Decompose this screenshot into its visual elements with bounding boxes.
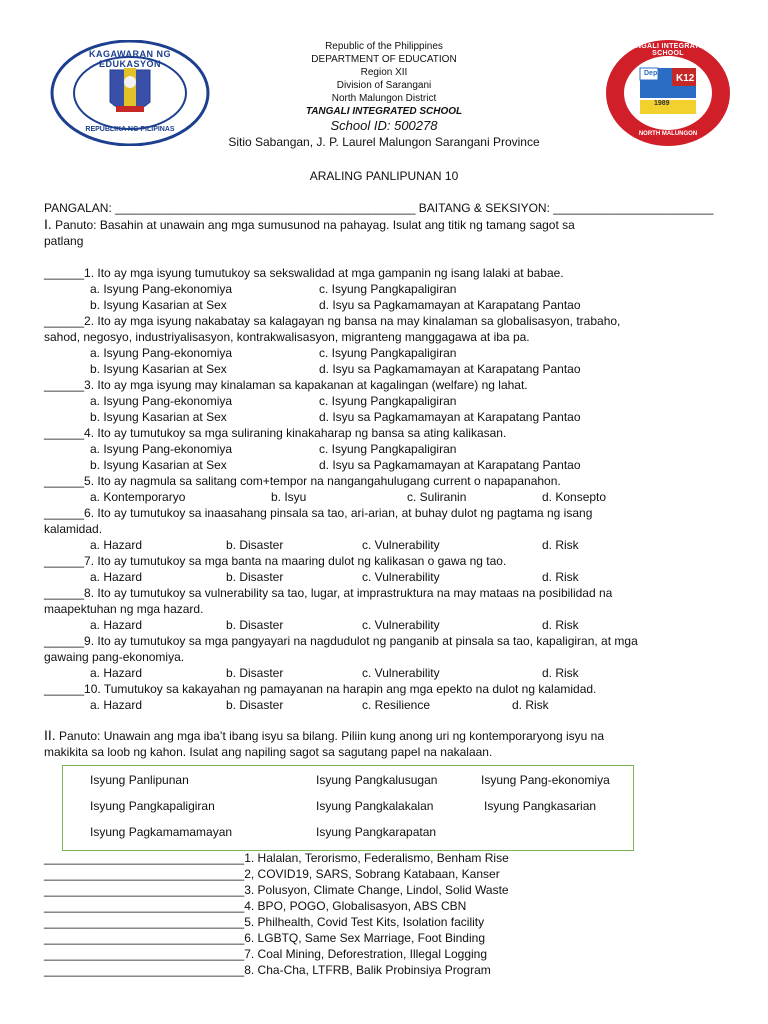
answer-item: ______________________________7. Coal Mining, Deforestration, Illegal Logging: [44, 947, 488, 961]
question-10-options: [44, 697, 734, 713]
option-b: b. Isyu: [271, 490, 307, 504]
option-b: b. Isyung Kasarian at Sex: [90, 298, 227, 312]
option-b: b. Isyung Kasarian at Sex: [90, 458, 227, 472]
choice-item: Isyung Pang-ekonomiya: [481, 773, 610, 787]
option-d: d. Isyu sa Pagkamamayan at Karapatang Pantao: [319, 362, 581, 376]
question-3: ______3. Ito ay mga isyung may kinalaman sa kapakanan at kagalingan (welfare) ng lahat.: [44, 378, 528, 392]
option-c: c. Vulnerability: [362, 666, 440, 680]
answer-item: ______________________________8. Cha-Cha, LTFRB, Balik Probinsiya Program: [44, 963, 491, 977]
part-two-instructions-cont: makikita sa loob ng kahon. Isulat ang napiling sagot sa sagutang papel na nakalaan.: [44, 745, 493, 759]
deped-seal-top-text: KAGAWARAN NG EDUKASYON: [89, 49, 171, 69]
option-b: b. Isyung Kasarian at Sex: [90, 362, 227, 376]
question-1-options-2: [44, 297, 734, 313]
answer-item: ______________________________6. LGBTQ, Same Sex Marriage, Foot Binding: [44, 931, 485, 945]
choice-item: Isyung Pangkapaligiran: [90, 799, 215, 813]
option-a: a. Isyung Pang-ekonomiya: [90, 442, 233, 456]
option-c: c. Vulnerability: [362, 618, 440, 632]
question-1: ______1. Ito ay mga isyung tumutukoy sa sekswalidad at mga gampanin ng isang lalaki at babae.: [44, 266, 564, 280]
question-6: ______6. Ito ay tumutukoy sa inaasahang pinsala sa tao, ari-arian, at buhay dulot ng pagtama ng isang: [44, 506, 593, 520]
option-d: d. Risk: [512, 698, 549, 712]
option-d: d. Isyu sa Pagkamamayan at Karapatang Pantao: [319, 298, 581, 312]
option-a: a. Hazard: [90, 666, 143, 680]
option-a: a. Kontemporaryo: [90, 490, 186, 504]
instructions: Panuto: Basahin at unawain ang mga sumusunod na pahayag. Isulat ang titik ng tamang sagot sa: [51, 218, 575, 232]
deped-mini-label: DepED: [644, 70, 667, 77]
question-2-cont: sahod, negosyo, industriyalisasyon, kontrakwalisasyon, migranteng manggagawa at iba pa.: [44, 330, 530, 344]
question-8-options: [44, 617, 734, 633]
option-b: b. Disaster: [226, 698, 284, 712]
header-line: Region XII: [360, 67, 408, 78]
question-3-options: [44, 393, 734, 409]
part-one-section: [44, 200, 734, 760]
option-d: d. Konsepto: [542, 490, 607, 504]
question-8: ______8. Ito ay tumutukoy sa vulnerability sa tao, lugar, at imprastruktura na may mataas na posibilidad na: [44, 586, 613, 600]
option-b: b. Isyung Kasarian at Sex: [90, 410, 227, 424]
part-number: I.: [44, 216, 52, 232]
question-9-cont: gawaing pang-ekonomiya.: [44, 650, 185, 664]
option-b: b. Disaster: [226, 666, 284, 680]
header-line: DEPARTMENT OF EDUCATION: [311, 54, 457, 65]
question-6-cont: kalamidad.: [44, 522, 103, 536]
name-section-line: PANGALAN: _____________________________________________ BAITANG & SEKSIYON: ________________________: [44, 201, 714, 215]
school-id: School ID: 500278: [330, 118, 438, 133]
option-a: a. Hazard: [90, 570, 143, 584]
choice-item: Isyung Pangkarapatan: [316, 825, 437, 839]
answer-item: ______________________________4. BPO, POGO, Globalisasyon, ABS CBN: [44, 899, 467, 913]
option-b: b. Disaster: [226, 618, 284, 632]
answer-item: ______________________________1. Halalan, Terorismo, Federalismo, Benham Rise: [44, 851, 509, 865]
question-1-options: [44, 281, 734, 297]
question-2-options: [44, 345, 734, 361]
school-logo-bottom-text: NORTH MALUNGON: [638, 131, 698, 137]
option-d: d. Risk: [542, 618, 579, 632]
option-c: c. Isyung Pangkapaligiran: [319, 282, 457, 296]
header-line: North Malungon District: [331, 93, 437, 104]
question-9-options: [44, 665, 734, 681]
option-a: a. Hazard: [90, 538, 143, 552]
option-a: a. Isyung Pang-ekonomiya: [90, 394, 233, 408]
subject-title: ARALING PANLIPUNAN 10: [309, 169, 459, 183]
question-4-options-2: [44, 457, 734, 473]
part-two-instructions: Panuto: Unawain ang mga iba’t ibang isyu sa bilang. Piliin kung anong uri ng kontemporaryong isyu na: [55, 729, 605, 743]
option-b: b. Disaster: [226, 570, 284, 584]
school-logo-ring-text: TANGALI INTEGRATED SCHOOL: [626, 43, 710, 57]
choice-item: Isyung Pangkalusugan: [316, 773, 438, 787]
answer-item: ______________________________5. Philhealth, Covid Test Kits, Isolation facility: [44, 915, 485, 929]
option-c: c. Vulnerability: [362, 570, 440, 584]
option-a: a. Hazard: [90, 618, 143, 632]
answer-list: [44, 850, 509, 978]
question-4-options: [44, 441, 734, 457]
option-c: c. Resilience: [362, 698, 431, 712]
question-4: ______4. Ito ay tumutukoy sa mga suliraning kinakaharap ng bansa sa ating kalikasan.: [44, 426, 507, 440]
deped-seal-bottom-text: REPUBLIKA NG PILIPINAS: [85, 126, 175, 133]
choices-box: [62, 765, 634, 851]
option-d: d. Risk: [542, 538, 579, 552]
school-address: Sitio Sabangan, J. P. Laurel Malungon Sarangani Province: [228, 135, 540, 149]
question-6-options: [44, 537, 734, 553]
question-5-options: [44, 489, 734, 505]
answer-item: ______________________________2, COVID19, SARS, Sobrang Katabaan, Kanser: [44, 867, 500, 881]
school-logo-year: 1989: [654, 100, 670, 107]
k12-mini-label: K12: [676, 73, 695, 84]
part-two-number: II.: [44, 727, 56, 743]
school-name: TANGALI INTEGRATED SCHOOL: [305, 106, 463, 117]
question-8-cont: maapektuhan ng mga hazard.: [44, 602, 204, 616]
option-d: d. Isyu sa Pagkamamayan at Karapatang Pantao: [319, 410, 581, 424]
option-c: c. Isyung Pangkapaligiran: [319, 394, 457, 408]
option-d: d. Risk: [542, 570, 579, 584]
option-c: c. Isyung Pangkapaligiran: [319, 442, 457, 456]
question-2-options-2: [44, 361, 734, 377]
option-a: a. Isyung Pang-ekonomiya: [90, 282, 233, 296]
answer-item: ______________________________3. Polusyon, Climate Change, Lindol, Solid Waste: [44, 883, 509, 897]
option-d: d. Risk: [542, 666, 579, 680]
header-line: Division of Sarangani: [336, 80, 432, 91]
choice-item: Isyung Pangkalakalan: [316, 799, 434, 813]
question-3-options-2: [44, 409, 734, 425]
question-2: ______2. Ito ay mga isyung nakabatay sa kalagayan ng bansa na may kinalaman sa globalisasyon, trabaho,: [44, 314, 621, 328]
question-7-options: [44, 569, 734, 585]
option-c: c. Suliranin: [407, 490, 467, 504]
option-c: c. Isyung Pangkapaligiran: [319, 346, 457, 360]
option-c: c. Vulnerability: [362, 538, 440, 552]
question-9: ______9. Ito ay tumutukoy sa mga pangyayari na nagdudulot ng panganib at pinsala sa tao, kapaligiran, at mga: [44, 634, 638, 648]
option-d: d. Isyu sa Pagkamamayan at Karapatang Pantao: [319, 458, 581, 472]
instructions-cont: patlang: [44, 234, 84, 248]
choice-item: Isyung Panlipunan: [90, 773, 189, 787]
question-10: ______10. Tumutukoy sa kakayahan ng pamayanan na harapin ang mga epekto na dulot ng kalamidad.: [44, 682, 597, 696]
option-a: a. Hazard: [90, 698, 143, 712]
choice-item: Isyung Pagkamamamayan: [90, 825, 233, 839]
header-line: Republic of the Philippines: [325, 41, 443, 52]
question-7: ______7. Ito ay tumutukoy sa mga banta na maaring dulot ng kalikasan o gawa ng tao.: [44, 554, 507, 568]
option-a: a. Isyung Pang-ekonomiya: [90, 346, 233, 360]
question-5: ______5. Ito ay nagmula sa salitang com+tempor na nangangahulugang current o napapanahon.: [44, 474, 561, 488]
document-header: [0, 40, 768, 150]
choice-item: Isyung Pangkasarian: [484, 799, 597, 813]
option-b: b. Disaster: [226, 538, 284, 552]
